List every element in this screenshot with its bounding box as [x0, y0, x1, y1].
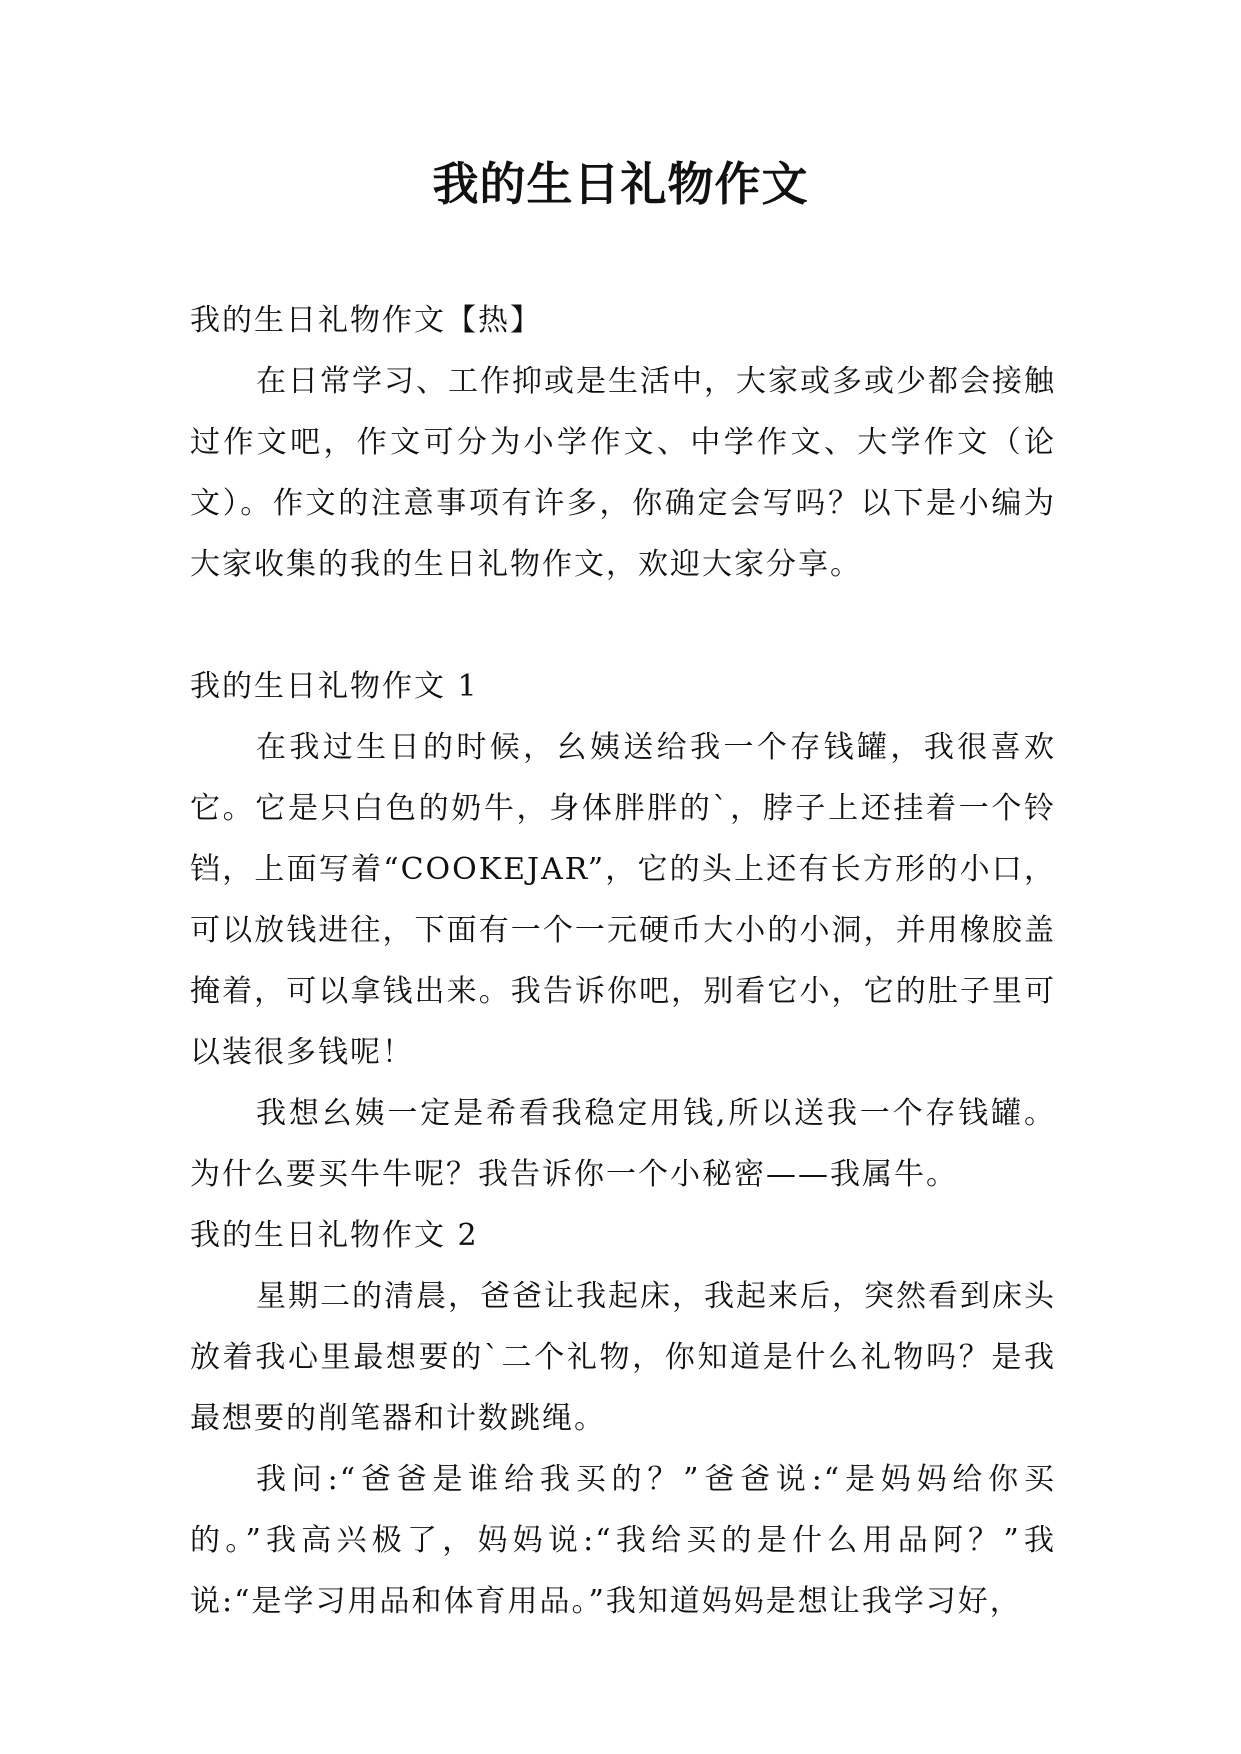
- intro-paragraph: 在日常学习、工作抑或是生活中，大家或多或少都会接触过作文吧，作文可分为小学作文、中学作文、大学作文（论文）。作文的注意事项有许多，你确定会写吗？以下是小编为大家收集的我的生日礼物作文，欢迎大家分享。: [190, 364, 1056, 582]
- essay2-heading: 我的生日礼物作文 2: [190, 1218, 479, 1253]
- essay1-heading: 我的生日礼物作文 1: [190, 669, 479, 704]
- essay1-paragraph: 在我过生日的时候，幺姨送给我一个存钱罐，我很喜欢它。它是只白色的奶牛，身体胖胖的`，脖子上还挂着一个铃铛，上面写着“COOKEJAR”，它的头上还有长方形的小口，可以放钱进往，下面有一个一元硬币大小的小洞，并用橡胶盖掩着，可以拿钱出来。我告诉你吧，别看它小，它的肚子里可以装很多钱呢！: [190, 730, 1056, 1070]
- document-title: 我的生日礼物作文: [432, 157, 809, 211]
- document-body: [190, 290, 1056, 1632]
- intro-heading: 我的生日礼物作文【热】: [190, 303, 542, 338]
- essay1-paragraph: 我想幺姨一定是希看我稳定用钱,所以送我一个存钱罐。为什么要买牛牛呢？我告诉你一个小秘密——我属牛。: [190, 1096, 1056, 1192]
- essay2-paragraph: 星期二的清晨，爸爸让我起床，我起来后，突然看到床头放着我心里最想要的`二个礼物，你知道是什么礼物吗？是我最想要的削笔器和计数跳绳。: [190, 1279, 1056, 1436]
- section-spacer: [190, 595, 1056, 656]
- essay2-paragraph: 我问:“爸爸是谁给我买的？”爸爸说:“是妈妈给你买的。”我高兴极了，妈妈说:“我给买的是什么用品阿？”我说:“是学习用品和体育用品。”我知道妈妈是想让我学习好，: [190, 1462, 1056, 1619]
